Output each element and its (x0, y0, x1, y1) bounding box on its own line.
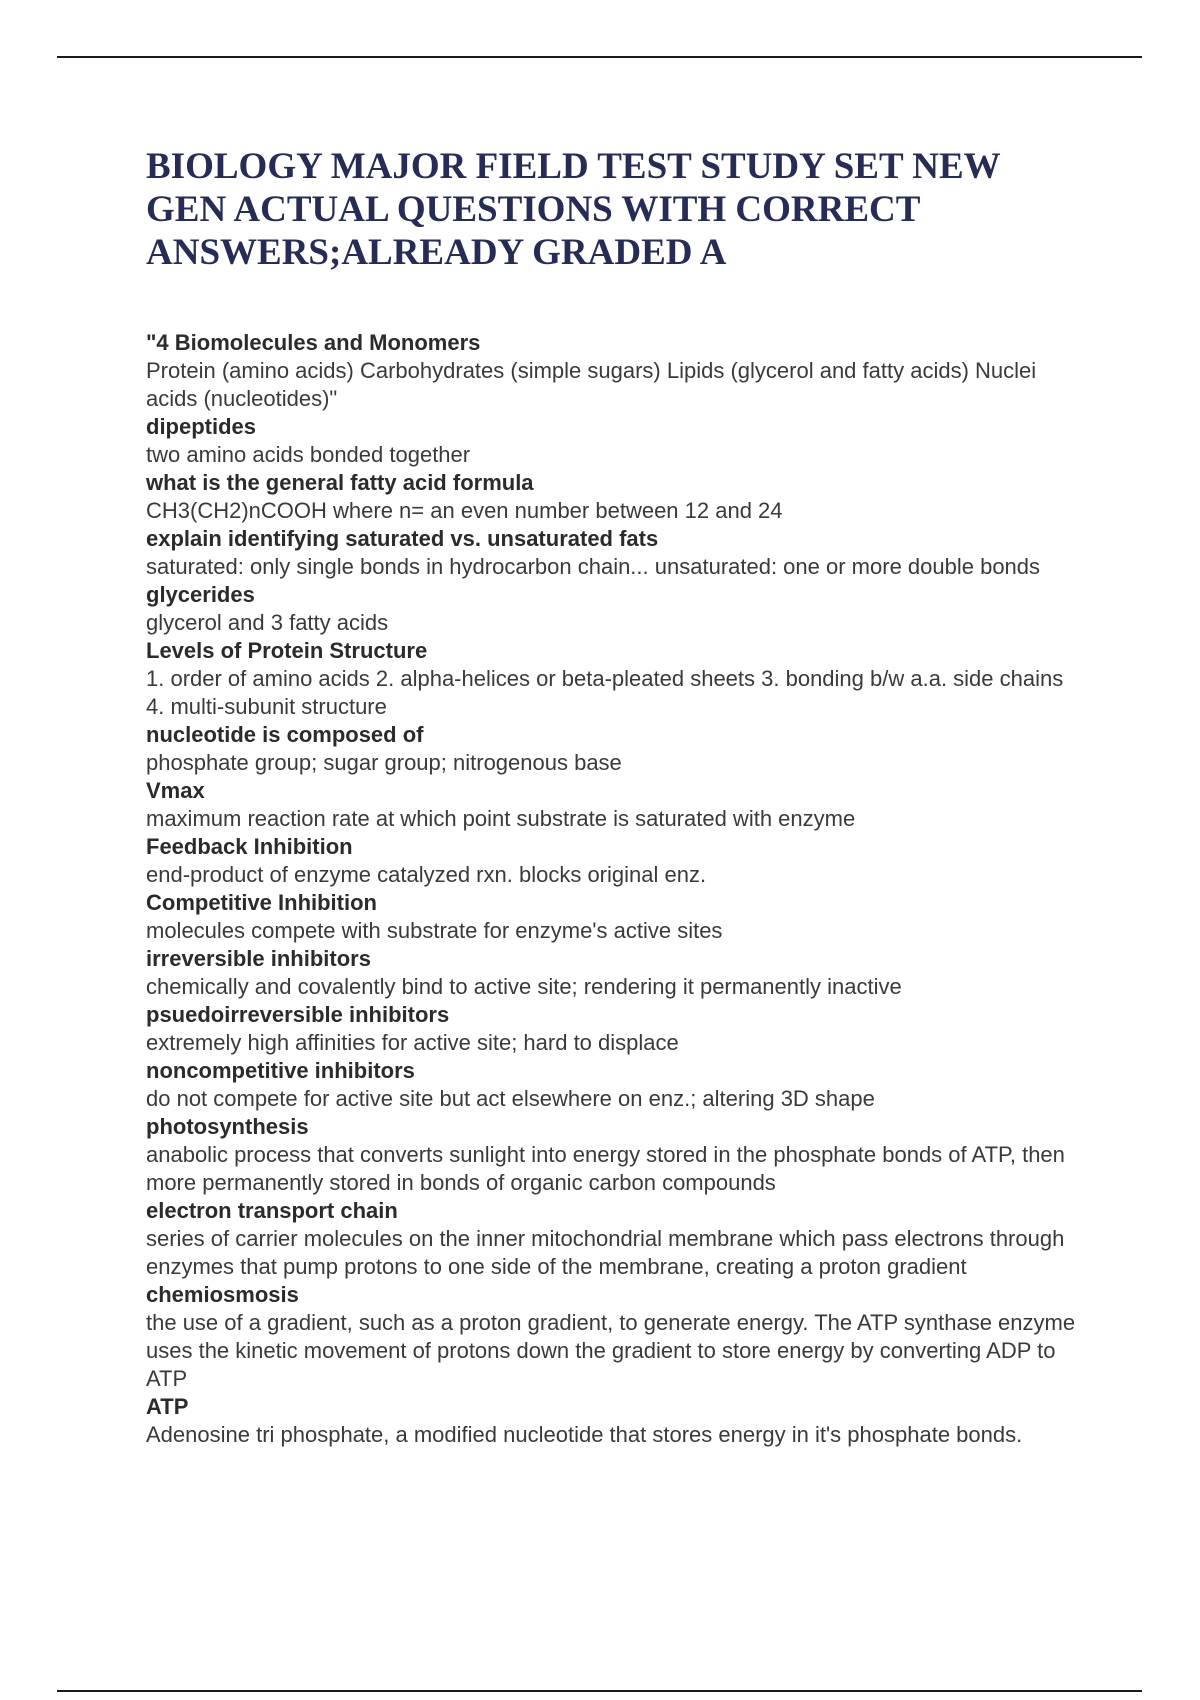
qa-item (146, 413, 1076, 469)
term: photosynthesis (146, 1114, 309, 1139)
term: nucleotide is composed of (146, 722, 424, 747)
definition: saturated: only single bonds in hydrocarbon chain... unsaturated: one or more double bonds (146, 554, 1041, 579)
definition: two amino acids bonded together (146, 442, 471, 467)
term: psuedoirreversible inhibitors (146, 1002, 450, 1027)
qa-item (146, 1001, 1076, 1057)
definition: 1. order of amino acids 2. alpha-helices or beta-pleated sheets 3. bonding b/w a.a. side chains 4. multi-subunit structure (146, 666, 1064, 719)
definition: maximum reaction rate at which point substrate is saturated with enzyme (146, 806, 856, 831)
qa-item (146, 525, 1076, 581)
definition: molecules compete with substrate for enzyme's active sites (146, 918, 723, 943)
top-divider (57, 56, 1142, 58)
qa-item (146, 1057, 1076, 1113)
definition: the use of a gradient, such as a proton gradient, to generate energy. The ATP synthase enzyme uses the kinetic movement of protons down the gradient to store energy by converting ADP to ATP (146, 1310, 1076, 1391)
term: electron transport chain (146, 1198, 398, 1223)
qa-item (146, 581, 1076, 637)
qa-item (146, 329, 1076, 413)
qa-item (146, 777, 1076, 833)
qa-item (146, 1281, 1076, 1393)
term: chemiosmosis (146, 1282, 299, 1307)
definition: extremely high affinities for active site; hard to displace (146, 1030, 679, 1055)
qa-item (146, 833, 1076, 889)
bottom-divider (57, 1690, 1142, 1692)
term: irreversible inhibitors (146, 946, 371, 971)
definition: anabolic process that converts sunlight into energy stored in the phosphate bonds of ATP, then more permanently stored in bonds of organic carbon compounds (146, 1142, 1065, 1195)
term: ATP (146, 1394, 189, 1419)
definition: end-product of enzyme catalyzed rxn. blocks original enz. (146, 862, 707, 887)
definition: chemically and covalently bind to active site; rendering it permanently inactive (146, 974, 902, 999)
term: "4 Biomolecules and Monomers (146, 330, 481, 355)
term: dipeptides (146, 414, 257, 439)
definition: Protein (amino acids) Carbohydrates (simple sugars) Lipids (glycerol and fatty acids) Nuclei acids (nucleotides)" (146, 358, 1037, 411)
definition: CH3(CH2)nCOOH where n= an even number between 12 and 24 (146, 498, 783, 523)
term: noncompetitive inhibitors (146, 1058, 415, 1083)
definition: do not compete for active site but act elsewhere on enz.; altering 3D shape (146, 1086, 875, 1111)
term: Levels of Protein Structure (146, 638, 428, 663)
qa-item (146, 1393, 1076, 1449)
qa-item (146, 721, 1076, 777)
study-set-list (146, 329, 1076, 1449)
qa-item (146, 1197, 1076, 1281)
qa-item (146, 945, 1076, 1001)
definition: phosphate group; sugar group; nitrogenous base (146, 750, 622, 775)
document-title: BIOLOGY MAJOR FIELD TEST STUDY SET NEW GEN ACTUAL QUESTIONS WITH CORRECT ANSWERS;ALREADY GRADED A (146, 146, 1000, 273)
qa-item (146, 1113, 1076, 1197)
term: explain identifying saturated vs. unsaturated fats (146, 526, 659, 551)
qa-item (146, 469, 1076, 525)
term: Vmax (146, 778, 205, 803)
qa-item (146, 637, 1076, 721)
qa-item (146, 889, 1076, 945)
term: Competitive Inhibition (146, 890, 377, 915)
term: Feedback Inhibition (146, 834, 353, 859)
definition: glycerol and 3 fatty acids (146, 610, 389, 635)
term: what is the general fatty acid formula (146, 470, 534, 495)
definition: Adenosine tri phosphate, a modified nucleotide that stores energy in it's phosphate bonds. (146, 1422, 1023, 1447)
term: glycerides (146, 582, 255, 607)
definition: series of carrier molecules on the inner mitochondrial membrane which pass electrons through enzymes that pump protons to one side of the membrane, creating a proton gradient (146, 1226, 1065, 1279)
